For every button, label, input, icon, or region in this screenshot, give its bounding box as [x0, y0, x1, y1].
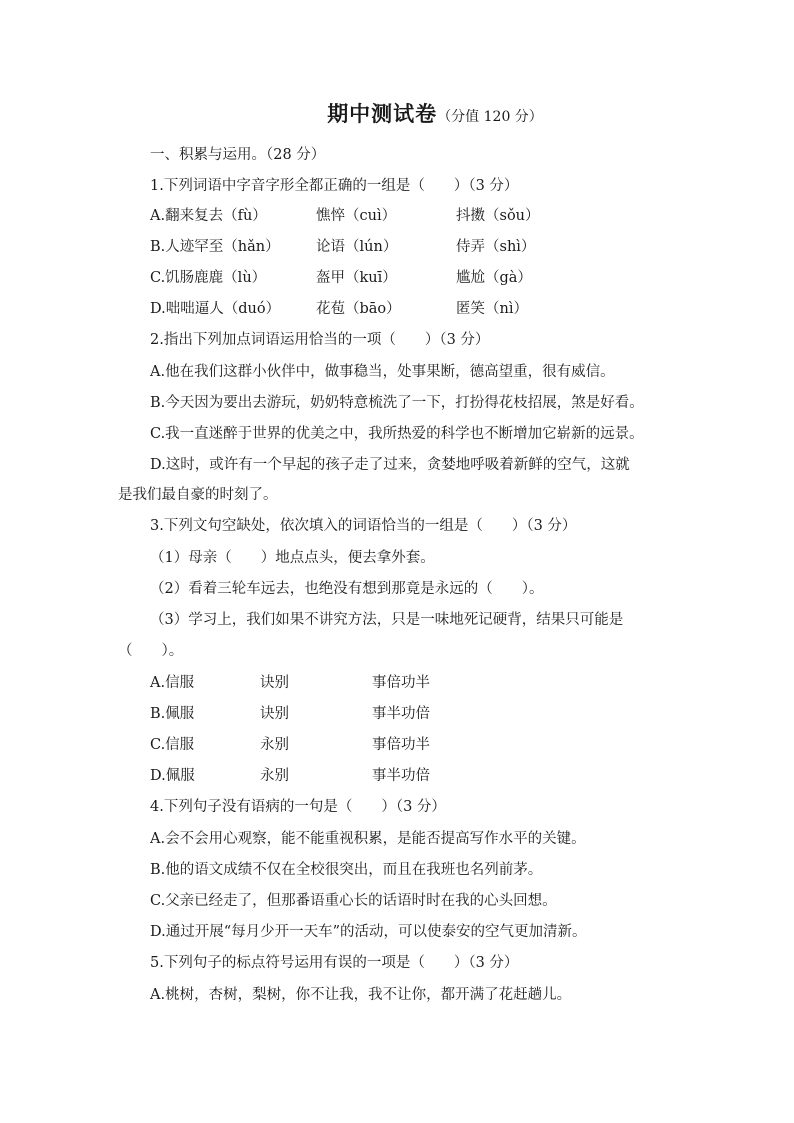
q4-option-c: C.父亲已经走了，但那番语重心长的话语时时在我的心头回想。	[150, 893, 557, 909]
q2-option-d-line2: 是我们最自豪的时刻了。	[118, 487, 278, 503]
q1-b-word1: B.人迹罕至（hǎn）	[150, 239, 280, 255]
q1-d-word1: D.咄咄逼人（duó）	[150, 301, 281, 317]
q1-a-word1: A.翻来复去（fù）	[150, 208, 267, 224]
q3-b-word2: 诀别	[260, 706, 289, 722]
q2-option-c: C.我一直迷醉于世界的优美之中，我所热爱的科学也不断增加它崭新的远景。	[150, 426, 644, 442]
q1-c-word3: 尴尬（gà）	[456, 270, 532, 286]
q3-b-word1: B.佩服	[150, 706, 195, 722]
question-3-stem: 3.下列文句空缺处，依次填入的词语恰当的一组是（ ）（3 分）	[150, 518, 577, 534]
q1-option-b	[150, 237, 750, 257]
q3-option-c	[150, 735, 750, 755]
q1-a-word2: 憔悴（cuì）	[316, 208, 397, 224]
exam-title: 期中测试卷	[327, 102, 438, 126]
q3-a-word3: 事倍功半	[372, 675, 430, 691]
q3-sentence-3-line2: （ ）。	[118, 643, 184, 659]
q3-sentence-1: （1）母亲（ ）地点点头，便去拿外套。	[150, 550, 435, 566]
q1-b-word2: 论语（lún）	[316, 239, 398, 255]
q3-a-word2: 诀别	[260, 675, 289, 691]
q3-b-word3: 事半功倍	[372, 706, 430, 722]
q3-a-word1: A.信服	[150, 675, 195, 691]
q1-option-a	[150, 206, 750, 226]
q3-c-word1: C.信服	[150, 737, 195, 753]
q1-d-word2: 花苞（bāo）	[316, 301, 401, 317]
q1-option-c	[150, 268, 750, 288]
q2-option-b: B.今天因为要出去游玩，奶奶特意梳洗了一下，打扮得花枝招展，煞是好看。	[150, 395, 644, 411]
section-heading: 一、积累与运用。（28 分）	[150, 147, 326, 163]
question-5-stem: 5.下列句子的标点符号运用有误的一项是（ ）（3 分）	[150, 955, 519, 971]
q4-option-b: B.他的语文成绩不仅在全校很突出，而且在我班也名列前茅。	[150, 862, 543, 878]
exam-score-note: （分值 120 分）	[437, 109, 543, 125]
q3-d-word3: 事半功倍	[372, 768, 430, 784]
q1-b-word3: 侍弄（shì）	[456, 239, 536, 255]
q3-option-d	[150, 766, 750, 786]
q3-c-word2: 永别	[260, 737, 289, 753]
question-4-stem: 4.下列句子没有语病的一句是（ ）（3 分）	[150, 799, 446, 815]
page-title	[0, 98, 794, 128]
question-1-stem: 1.下列词语中字音字形全都正确的一组是（ ）（3 分）	[150, 178, 519, 194]
q3-d-word2: 永别	[260, 768, 289, 784]
q3-d-word1: D.佩服	[150, 768, 195, 784]
q1-c-word2: 盔甲（kuī）	[316, 270, 397, 286]
q5-option-a: A.桃树，杏树，梨树，你不让我，我不让你，都开满了花赶趟儿。	[150, 987, 572, 1003]
q2-option-a: A.他在我们这群小伙伴中，做事稳当，处事果断，德高望重，很有威信。	[150, 364, 615, 380]
q4-option-d: D.通过开展“每月少开一天车”的活动，可以使泰安的空气更加清新。	[150, 924, 587, 940]
q4-option-a: A.会不会用心观察，能不能重视积累，是能否提高写作水平的关键。	[150, 831, 586, 847]
q1-a-word3: 抖擞（sǒu）	[456, 208, 540, 224]
q3-sentence-3-line1: （3）学习上，我们如果不讲究方法，只是一味地死记硬背，结果只可能是	[150, 612, 624, 628]
q1-c-word1: C.饥肠鹿鹿（lù）	[150, 270, 267, 286]
q3-c-word3: 事倍功半	[372, 737, 430, 753]
q3-option-b	[150, 704, 750, 724]
q1-option-d	[150, 299, 750, 319]
q3-sentence-2: （2）看着三轮车远去，也绝没有想到那竟是永远的（ ）。	[150, 581, 544, 597]
q3-option-a	[150, 673, 750, 693]
q1-d-word3: 匿笑（nì）	[456, 301, 528, 317]
q2-option-d-line1: D.这时，或许有一个早起的孩子走了过来，贪婪地呼吸着新鲜的空气，这就	[150, 457, 630, 473]
question-2-stem: 2.指出下列加点词语运用恰当的一项（ ）（3 分）	[150, 332, 490, 348]
